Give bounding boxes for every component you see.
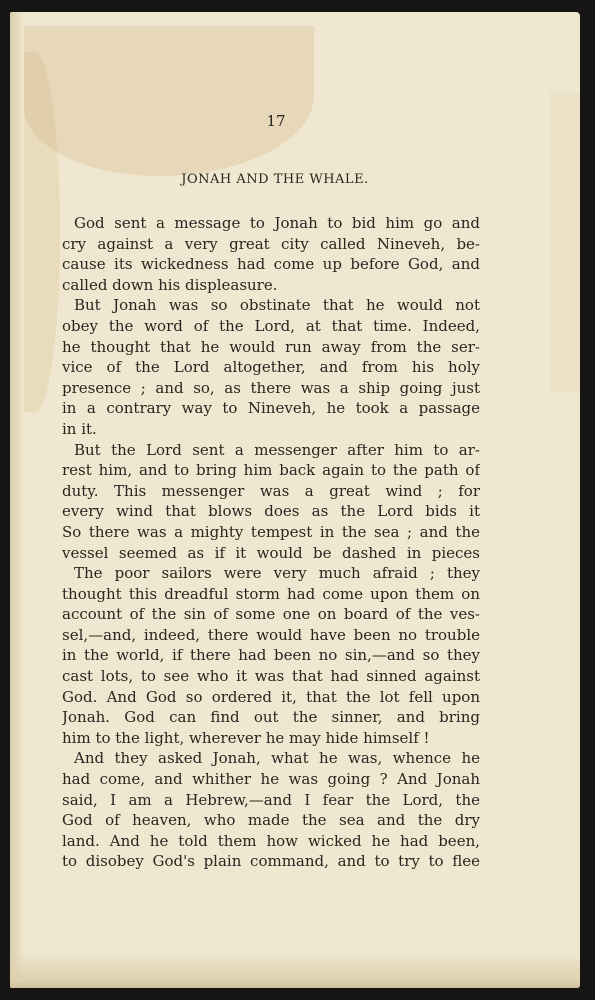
text-line: vessel seemed as if it would be dashed in pieces bbox=[62, 543, 480, 562]
text-line: he thought that he would run away from the ser- bbox=[62, 337, 480, 356]
page-number: 17 bbox=[266, 112, 286, 130]
text-line: duty. This messenger was a great wind ; for bbox=[62, 481, 480, 500]
text-line: said, I am a Hebrew,—and I fear the Lord, the bbox=[62, 790, 480, 809]
text-line: to disobey God's plain command, and to try to flee bbox=[62, 852, 480, 871]
text-line: called down his displeasure. bbox=[62, 275, 278, 294]
text-line: God. And God so ordered it, that the lot fell upon bbox=[62, 687, 480, 706]
text-line: sel,—and, indeed, there would have been no trouble bbox=[62, 625, 480, 644]
text-line: thought this dreadful storm had come upon them on bbox=[62, 584, 480, 603]
text-line: had come, and whither he was going ? And Jonah bbox=[62, 770, 480, 789]
text-line: in the world, if there had been no sin,—and so they bbox=[62, 646, 480, 665]
text-line: Jonah. God can find out the sinner, and bring bbox=[62, 708, 480, 727]
text-line: God sent a message to Jonah to bid him go and bbox=[74, 214, 480, 232]
text-line: And they asked Jonah, what he was, whence he bbox=[74, 749, 480, 768]
text-line: So there was a mighty tempest in the sea ; and the bbox=[62, 522, 480, 541]
text-line: But Jonah was so obstinate that he would not bbox=[74, 296, 480, 315]
text-line: The poor sailors were very much afraid ; they bbox=[74, 564, 480, 583]
text-line: rest him, and to bring him back again to the path of bbox=[62, 461, 480, 480]
text-line: in it. bbox=[62, 419, 97, 438]
text-line: vice of the Lord altogether, and from his holy bbox=[62, 358, 480, 377]
text-block bbox=[62, 108, 480, 872]
text-line: in a contrary way to Nineveh, he took a passage bbox=[62, 399, 480, 418]
text-line: presence ; and so, as there was a ship going just bbox=[62, 378, 480, 397]
paper-page bbox=[10, 12, 580, 988]
text-line: cry against a very great city called Nineveh, be- bbox=[62, 234, 480, 253]
text-line: account of the sin of some one on board of the ves- bbox=[62, 605, 480, 624]
text-line: cause its wickedness had come up before God, and bbox=[62, 255, 480, 274]
text-line: land. And he told them how wicked he had been, bbox=[62, 831, 480, 850]
body-text bbox=[62, 213, 480, 872]
text-line: cast lots, to see who it was that had sinned against bbox=[62, 667, 480, 686]
text-line: every wind that blows does as the Lord bids it bbox=[62, 502, 480, 521]
text-line: him to the light, wherever he may hide himself ! bbox=[62, 728, 430, 747]
text-line: obey the word of the Lord, at that time. Indeed, bbox=[62, 316, 480, 335]
text-line: But the Lord sent a messenger after him to ar- bbox=[74, 440, 480, 459]
right-discoloration bbox=[550, 92, 580, 392]
page-bottom-edge bbox=[10, 952, 580, 988]
page-left-edge bbox=[10, 12, 24, 988]
chapter-title: JONAH AND THE WHALE. bbox=[181, 172, 369, 187]
text-line: God of heaven, who made the sea and the dry bbox=[62, 811, 480, 830]
